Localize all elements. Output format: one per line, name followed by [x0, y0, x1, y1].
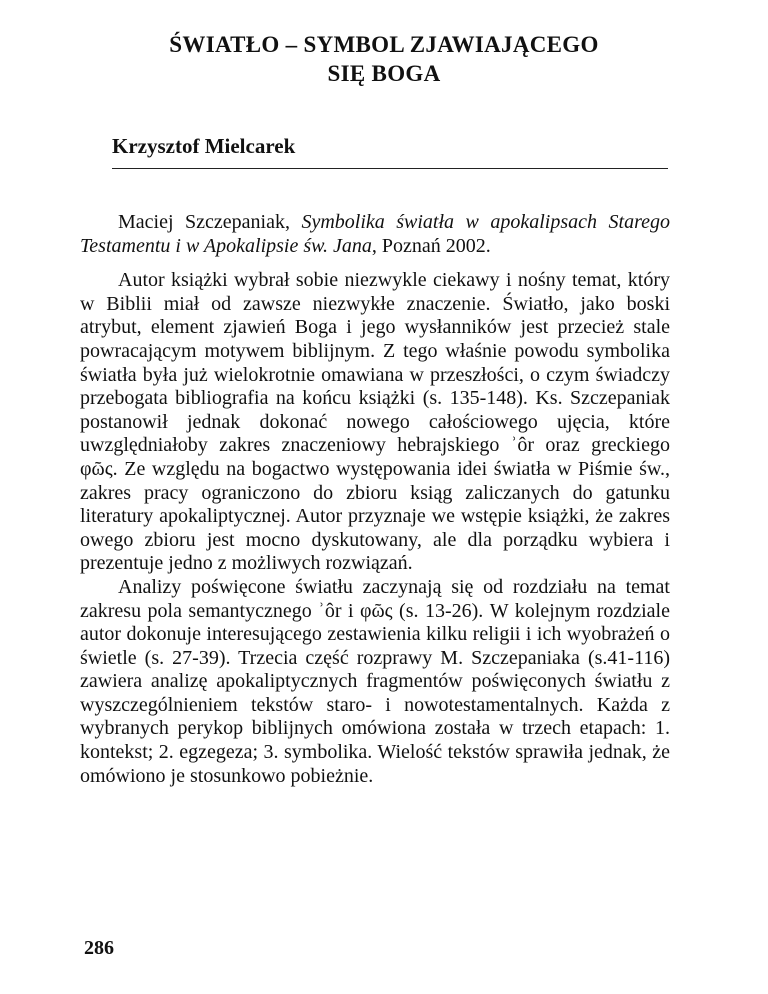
citation-book-title: Symbolika światła w apokalipsach Starego Testamentu i w Apokalipsie św. Jana	[80, 211, 670, 257]
review-paragraph-1: Autor książki wybrał sobie niezwykle ciekawy i nośny temat, który w Biblii miał od zawsze niezwykłe znaczenie. Światło, jako boski atrybut, element zjawień Boga i jego wysłanników jest przecież stale powracającym motywem biblijnym. Z tego właśnie powodu symbolika światła była już wielokrotnie omawiana w przeszłości, o czym świadczy przebogata bibliografia na końcu książki (s. 135-148). Ks. Szczepaniak postanowił jednak dokonać nowego całościowego ujęcia, które uwzględniałoby zakres znaczeniowy hebrajskiego ʾôr oraz greckiego φῶς. Ze względu na bogactwo występowania idei światła w Piśmie św., zakres pracy ograniczono do zbioru ksiąg zaliczanych do gatunku literatury apokaliptycznej. Autor przyznaje we wstępie książki, że zakres owego zbioru jest mocno dyskutowany, ale dla porządku wybiera i prezentuje jedno z możliwych rozwiązań.	[80, 269, 670, 575]
article-title	[0, 30, 768, 88]
citation-place-year: , Poznań 2002.	[371, 234, 491, 257]
header-divider	[112, 168, 668, 169]
article-author: Krzysztof Mielcarek	[112, 134, 296, 158]
article-title-line-1: ŚWIATŁO – SYMBOL ZJAWIAJĄCEGO	[169, 32, 599, 57]
page-number: 286	[84, 937, 114, 959]
article-title-line-2: SIĘ BOGA	[327, 61, 441, 86]
review-paragraph-2: Analizy poświęcone światłu zaczynają się od rozdziału na temat zakresu pola semantycznego ʾôr i φῶς (s. 13-26). W kolejnym rozdziale autor dokonuje interesującego zestawienia kilku religii i ich wyobrażeń o świetle (s. 27-39). Trzecia część rozprawy M. Szczepaniaka (s.41-116) zawiera analizę apokaliptycznych fragmentów poświęconych światłu z wyszczególnieniem tekstów staro- i nowotestamentalnych. Każda z wybranych perykop biblijnych omówiona została w trzech etapach: 1. kontekst; 2. egzegeza; 3. symbolika. Wielość tekstów sprawiła jednak, że omówiono je stosunkowo pobieżnie.	[80, 575, 670, 787]
article-body	[80, 211, 670, 788]
citation-author: Maciej Szczepaniak,	[118, 211, 302, 233]
citation-paragraph	[80, 211, 670, 258]
